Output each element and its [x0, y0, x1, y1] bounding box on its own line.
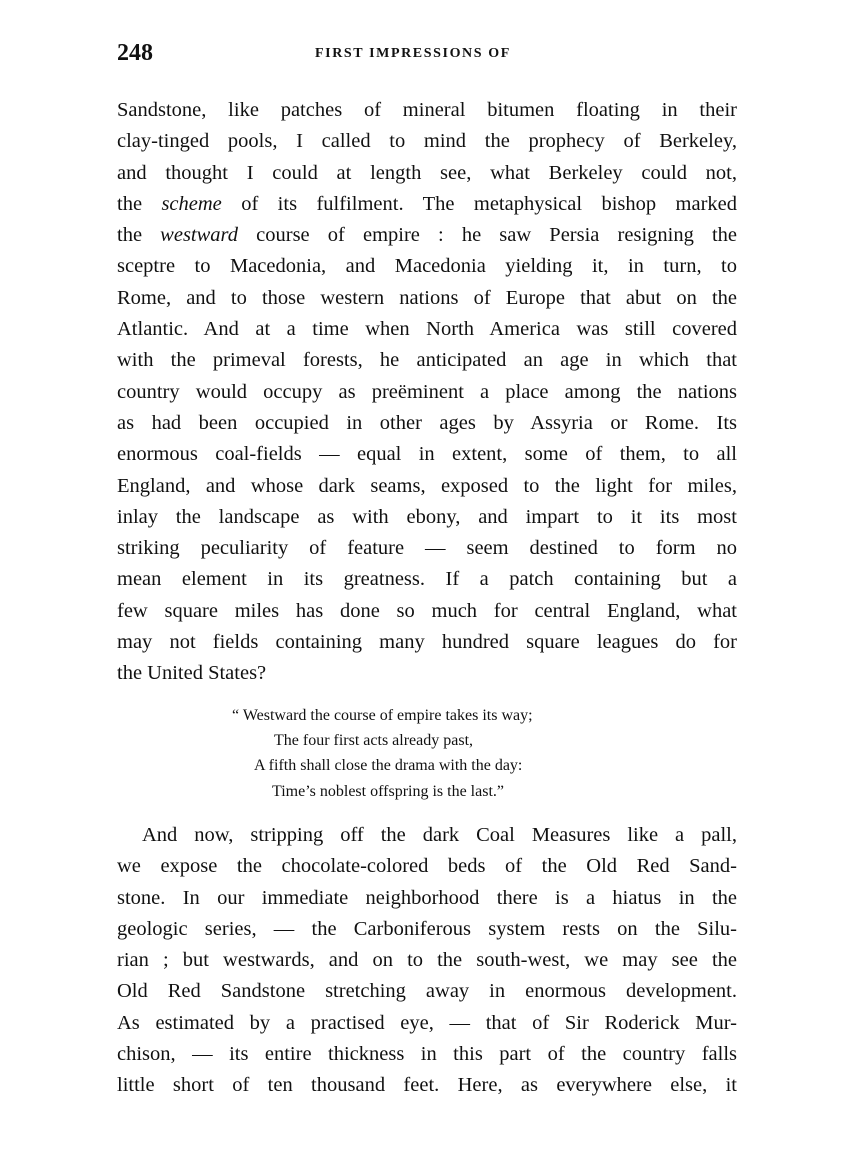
verse-line: A fifth shall close the drama with the day: [254, 757, 523, 775]
text-line: sceptre to Macedonia, and Macedonia yielding it, in turn, to [117, 255, 737, 278]
verse-line: Time’s noblest offspring is the last.” [272, 782, 504, 800]
page-number: 248 [117, 40, 153, 66]
text-line: geologic series, — the Carboniferous system rests on the Silu- [117, 917, 737, 940]
text-line: the westward course of empire : he saw Persia resigning the [117, 224, 737, 247]
verse-line: “ Westward the course of empire takes its way; [232, 707, 533, 724]
text-line: few square miles has done so much for central England, what [117, 599, 737, 622]
text-line: rian ; but westwards, and on to the south-west, we may see the [117, 949, 737, 972]
text-line: striking peculiarity of feature — seem destined to form no [117, 537, 737, 560]
text-line: we expose the chocolate-colored beds of the Old Red Sand- [117, 855, 737, 878]
text-line: Atlantic. And at a time when North America was still covered [117, 318, 737, 341]
text-line: As estimated by a practised eye, — that of Sir Roderick Mur- [117, 1011, 737, 1034]
text-line: country would occupy as preëminent a place among the nations [117, 380, 737, 403]
text-line: Old Red Sandstone stretching away in enormous development. [117, 980, 737, 1003]
text-line: enormous coal-fields — equal in extent, some of them, to all [117, 443, 737, 466]
verse-quotation [232, 703, 533, 804]
text-line: and thought I could at length see, what Berkeley could not, [117, 161, 737, 184]
text-line: chison, — its entire thickness in this part of the country falls [117, 1043, 737, 1066]
paragraph-1 [117, 95, 737, 690]
running-title: FIRST IMPRESSIONS OF [315, 46, 511, 61]
text-line: as had been occupied in other ages by Assyria or Rome. Its [117, 411, 737, 434]
text-line: may not fields containing many hundred square leagues do for [117, 631, 737, 654]
text-line: with the primeval forests, he anticipated an age in which that [117, 349, 737, 372]
text-line: the scheme of its fulfilment. The metaphysical bishop marked [117, 192, 737, 215]
text-line: England, and whose dark seams, exposed to the light for miles, [117, 474, 737, 497]
verse-line: The four first acts already past, [274, 732, 474, 750]
text-line: the United States? [117, 662, 267, 685]
text-line: Sandstone, like patches of mineral bitumen floating in their [117, 99, 737, 121]
page-header [117, 40, 737, 70]
text-line: clay-tinged pools, I called to mind the prophecy of Berkeley, [117, 130, 737, 153]
text-line: Rome, and to those western nations of Europe that abut on the [117, 286, 737, 309]
text-line: stone. In our immediate neighborhood there is a hiatus in the [117, 886, 737, 909]
emphasized-word: westward [160, 224, 239, 247]
text-line: mean element in its greatness. If a patch containing but a [117, 568, 737, 591]
paragraph-2 [117, 820, 737, 1102]
emphasized-word: scheme [161, 192, 222, 215]
text-line: little short of ten thousand feet. Here, as everywhere else, it [117, 1074, 737, 1097]
text-line: And now, stripping off the dark Coal Measures like a pall, [142, 824, 737, 846]
text-line: inlay the landscape as with ebony, and impart to it its most [117, 505, 737, 528]
